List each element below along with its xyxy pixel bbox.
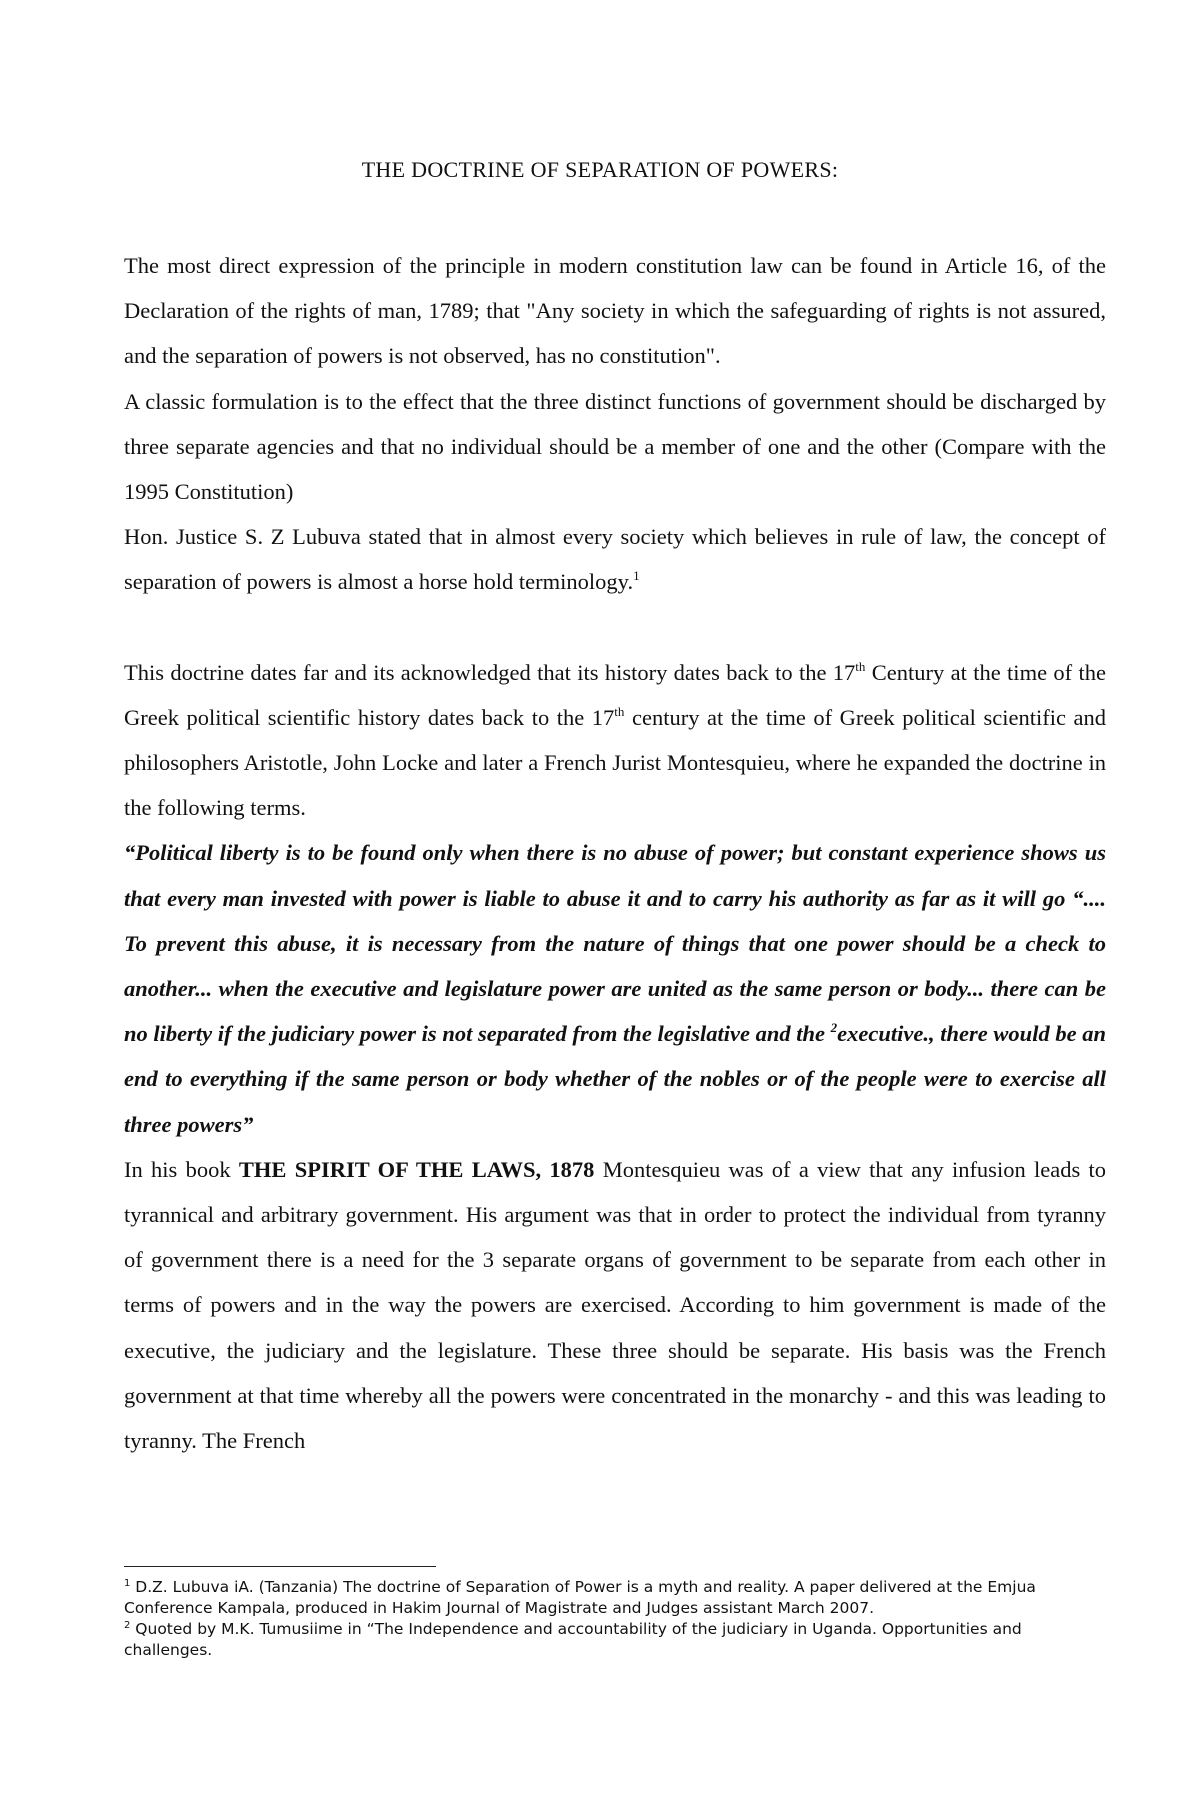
- footnotes: [124, 1577, 1104, 1661]
- montesquieu-quote: [124, 830, 1106, 1146]
- footnote-ref-2: 2: [830, 1020, 838, 1036]
- quote-part-a: “Political liberty is to be found only when there is no abuse of power; but constant experience shows us that every man invested with power is liable to abuse it and to carry his authority as far as it will go “.... To prevent this abuse, it is necessary from the nature of things that one power should be a check to another... when the executive and legislature power are united as the same person or body... there can be no liberty if the judiciary power is not separated from the legislative and the: [124, 840, 1106, 1047]
- paragraph-history-part-b: Century at the time of the Greek political scientific history dates back to the 17: [124, 659, 1106, 730]
- footnote-2: [124, 1619, 1104, 1661]
- ordinal-suffix-2: th: [614, 703, 625, 719]
- footnote-text: D.Z. Lubuva iA. (Tanzania) The doctrine of Separation of Power is a myth and reality. A paper delivered at the Emjua Conference Kampala, produced in Hakim Journal of Magistrate and Judges assistant March 2007.: [124, 1578, 1036, 1617]
- paragraph-lubuva-text: Hon. Justice S. Z Lubuva stated that in almost every society which believes in rule of law, the concept of separation of powers is almost a horse hold terminology.: [124, 524, 1106, 595]
- paragraph-gap: [124, 605, 1106, 650]
- paragraph-history-part-a: This doctrine dates far and its acknowledged that its history dates back to the 17: [124, 659, 856, 685]
- footnote-1: [124, 1577, 1104, 1619]
- book-title: THE SPIRIT OF THE LAWS, 1878: [238, 1156, 595, 1182]
- footnote-separator: [124, 1566, 436, 1567]
- footnote-ref-1: 1: [633, 568, 640, 584]
- paragraph-spirit-of-laws: [124, 1147, 1106, 1463]
- footnote-number: 2: [124, 1620, 131, 1631]
- footnote-text: Quoted by M.K. Tumusiime in “The Independence and accountability of the judiciary in Uganda. Opportunities and challenges.: [124, 1620, 1022, 1659]
- paragraph-declaration: The most direct expression of the principle in modern constitution law can be found in Article 16, of the Declaration of the rights of man, 1789; that "Any society in which the safeguarding of rights is not assured, and the separation of powers is not observed, has no constitution".: [124, 253, 1106, 369]
- footnote-number: 1: [124, 1578, 131, 1589]
- page-title: THE DOCTRINE OF SEPARATION OF POWERS:: [361, 157, 839, 182]
- paragraph-history: [124, 650, 1106, 831]
- paragraph-history-part-c: century at the time of Greek political scientific and philosophers Aristotle, John Locke and later a French Jurist Montesquieu, where he expanded the doctrine in the following terms.: [124, 704, 1106, 821]
- ordinal-suffix-1: th: [855, 658, 866, 674]
- document-body: [124, 243, 1106, 1463]
- paragraph-spirit-rest: Montesquieu was of a view that any infusion leads to tyrannical and arbitrary government. His argument was that in order to protect the individual from tyranny of government there is a need for the 3 separate organs of government to be separate from each other in terms of powers and in the way the powers are exercised. According to him government is made of the executive, the judiciary and the legislature. These three should be separate. His basis was the French government at that time whereby all the powers were concentrated in the monarchy - and this was leading to tyranny. The French: [124, 1156, 1107, 1454]
- paragraph-lubuva: [124, 514, 1106, 604]
- paragraph-spirit-intro: In his book: [124, 1156, 239, 1182]
- paragraph-classic-formulation: A classic formulation is to the effect that the three distinct functions of government should be discharged by three separate agencies and that no individual should be a member of one and the other (Compare with the 1995 Constitution): [124, 388, 1106, 505]
- quote-part-b: executive., there would be an end to everything if the same person or body whether of the nobles or of the people were to exercise all three powers”: [124, 1021, 1107, 1137]
